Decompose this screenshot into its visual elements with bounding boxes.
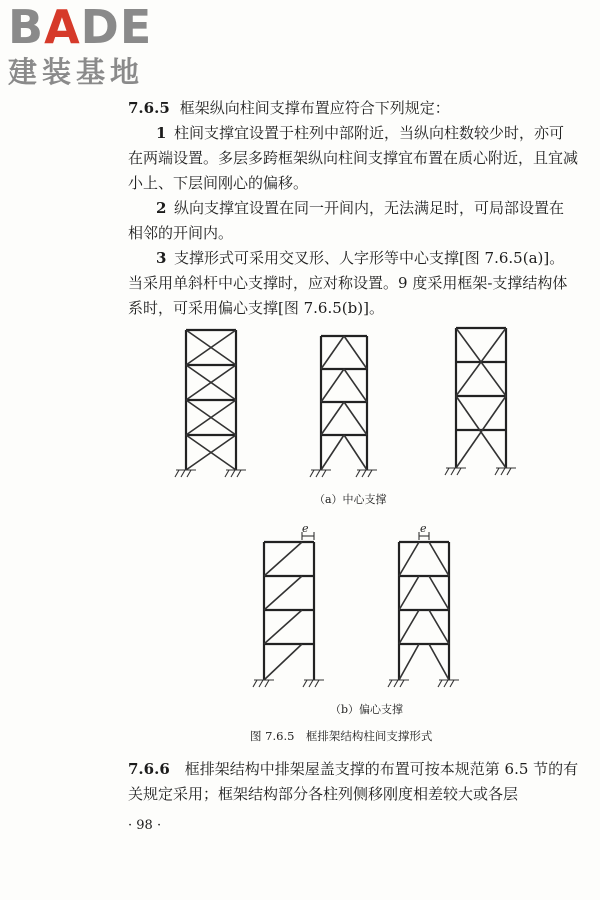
figure-title: 图 7.6.5 框排架结构柱间支撑形式 [250, 729, 433, 743]
logo-wordmark: BADE [8, 0, 153, 54]
figure-a-x-braced-frame [170, 330, 260, 485]
figure-a-caption: （a）中心支撑 [314, 493, 387, 506]
figure-b-caption: （b）偏心支撑 [330, 703, 404, 716]
clause-765-heading [128, 96, 450, 121]
clause-765-item-3: 3 支撑形式可采用交叉形、人字形等中心支撑[图 7.6.5(a)]。当采用单斜杆中心支撑时，应对称设置。9 度采用框架-支撑结构体系时，可采用偏心支撑[图 7.6.5(b)]。 [128, 249, 568, 317]
clause-766-number: 7.6.6 [128, 760, 170, 778]
figure-b-chevron-eccentric-frame [387, 522, 477, 692]
page-number: · 98 · [128, 818, 162, 833]
brand-logo [8, 2, 178, 94]
eccentricity-label-left: e [302, 522, 309, 535]
eccentricity-label-right: e [420, 522, 427, 535]
clause-number: 7.6.5 [128, 99, 170, 117]
clause-765-item-2: 2 纵向支撑宜设置在同一开间内，无法满足时，可局部设置在相邻的开间内。 [128, 199, 564, 242]
figure-a-two-story-x-braced-frame [442, 328, 532, 483]
clause-765-item-1: 1 柱间支撑宜设置于柱列中部附近，当纵向柱数较少时，亦可在两端设置。多层多跨框架纵向柱间支撑宜布置在质心附近，且宜减小上、下层间刚心的偏移。 [128, 124, 579, 192]
figure-a-chevron-braced-frame [303, 330, 393, 485]
clause-heading-text: 框架纵向柱间支撑布置应符合下列规定： [179, 99, 450, 117]
clause-766 [128, 757, 583, 807]
logo-subtitle: 建装基地 [8, 55, 145, 89]
clause-766-text: 框排架结构中排架屋盖支撑的布置可按本规范第 6.5 节的有关规定采用；框架结构部分各柱列侧移刚度相差较大或各层 [128, 760, 579, 803]
figure-b-single-diagonal-eccentric-frame [250, 522, 340, 692]
